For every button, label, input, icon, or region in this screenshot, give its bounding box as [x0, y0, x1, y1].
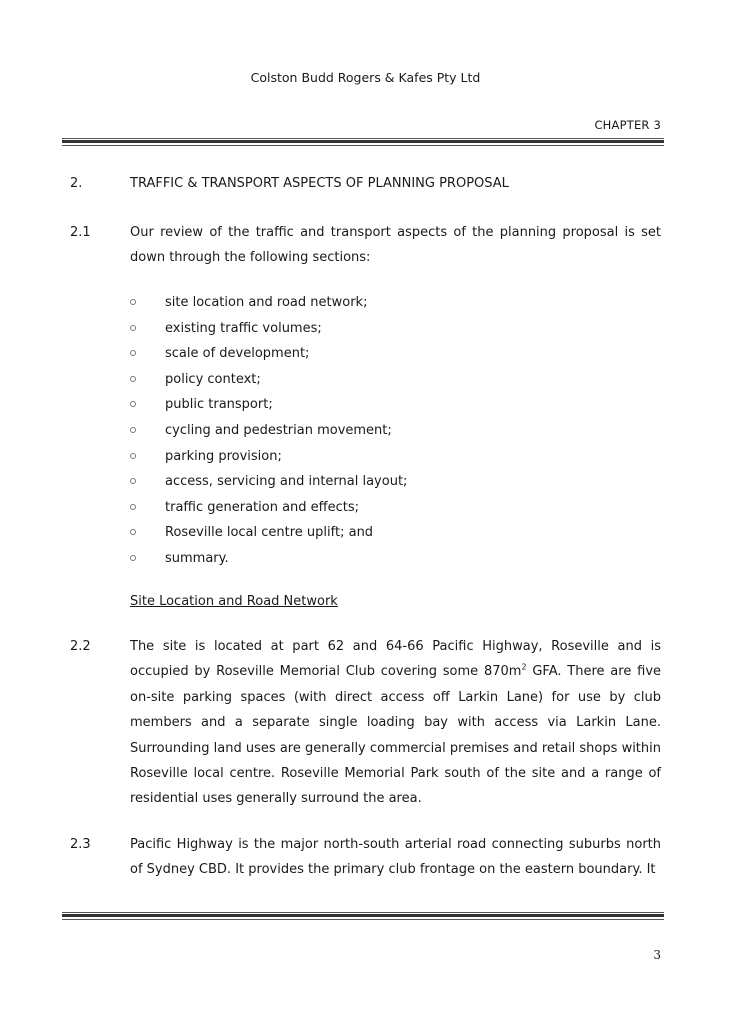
header-company-name: Colston Budd Rogers & Kafes Pty Ltd [250, 70, 481, 85]
circle-bullet-icon [130, 299, 136, 305]
page-number: 3 [653, 948, 661, 962]
circle-bullet-icon [130, 478, 136, 484]
superscript: 2 [521, 663, 527, 673]
footer-rule [62, 912, 664, 920]
section-title: TRAFFIC & TRANSPORT ASPECTS OF PLANNING PROPOSAL [130, 176, 509, 191]
section-number: 2. [70, 176, 83, 191]
subheading-site-location: Site Location and Road Network [130, 594, 338, 609]
circle-bullet-icon [130, 350, 136, 356]
header-rule [62, 138, 664, 146]
circle-bullet-icon [130, 325, 136, 331]
circle-bullet-icon [130, 529, 136, 535]
paragraph-number-2-2: 2.2 [70, 639, 91, 654]
circle-bullet-icon [130, 504, 136, 510]
paragraph-number-2-3: 2.3 [70, 837, 91, 852]
chapter-label: CHAPTER 3 [594, 118, 661, 132]
paragraph-2-1: Our review of the traffic and transport aspects of the planning proposal is set down through the following sections: [130, 225, 661, 266]
circle-bullet-icon [130, 453, 136, 459]
paragraph-2-2: The site is located at part 62 and 64-66 Pacific Highway, Roseville and is occupied by Roseville Memorial Club covering some $870m^2$ GFA. There are five on-site parking spaces (with direct access off Larkin Lane) for use by club members and a separate single loading bay with access via Larkin Lane. Surrounding land uses are generally commercial premises and retail shops within Roseville local centre. Roseville Memorial Park south of the site and a range of residential uses generally surround the area. [130, 639, 662, 807]
circle-bullet-icon [130, 427, 136, 433]
circle-bullet-icon [130, 376, 136, 382]
paragraph-number-2-1: 2.1 [70, 225, 91, 240]
paragraph-2-3: Pacific Highway is the major north-south arterial road connecting suburbs north of Sydney CBD. It provides the primary club frontage on the eastern boundary. It [130, 837, 661, 878]
circle-bullet-icon [130, 555, 136, 561]
circle-bullet-icon [130, 401, 136, 407]
